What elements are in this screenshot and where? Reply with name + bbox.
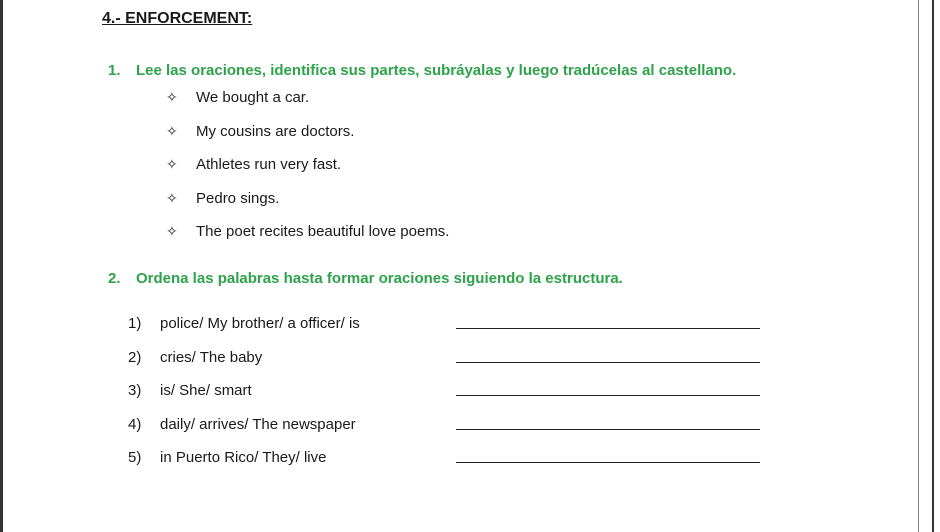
word-order-list [128, 307, 768, 475]
item-number: 1) [128, 315, 142, 333]
answer-line[interactable] [456, 462, 760, 463]
sentence-text: We bought a car. [196, 89, 310, 107]
scrambled-words: cries/ The baby [160, 348, 263, 366]
list-item [166, 81, 449, 115]
four-pointed-star-icon: ✧ [166, 89, 178, 106]
answer-line[interactable] [456, 362, 760, 363]
list-item [128, 374, 768, 408]
list-item [166, 148, 449, 182]
sentence-list [166, 81, 449, 249]
scrambled-words: is/ She/ smart [160, 382, 252, 400]
section-2-number: 2. [108, 270, 121, 287]
four-pointed-star-icon: ✧ [166, 189, 178, 206]
sentence-text: Athletes run very fast. [196, 156, 342, 174]
list-item [128, 408, 768, 442]
scrambled-words: daily/ arrives/ The newspaper [160, 415, 356, 433]
page-border-right-outer [932, 0, 934, 532]
four-pointed-star-icon: ✧ [166, 122, 178, 139]
item-number: 4) [128, 415, 142, 433]
answer-line[interactable] [456, 429, 760, 430]
list-item [166, 115, 449, 149]
section-2-title-text: Ordena las palabras hasta formar oraciones siguiendo la estructura. [136, 270, 623, 287]
item-number: 3) [128, 382, 142, 400]
list-item [128, 441, 768, 475]
four-pointed-star-icon: ✧ [166, 223, 178, 240]
answer-line[interactable] [456, 328, 760, 329]
answer-line[interactable] [456, 395, 760, 396]
list-item [166, 182, 449, 216]
section-2-title [108, 270, 623, 287]
scrambled-words: in Puerto Rico/ They/ live [160, 449, 327, 467]
sentence-text: My cousins are doctors. [196, 122, 355, 140]
page-heading: 4.- ENFORCEMENT: [102, 10, 253, 27]
scrambled-words: police/ My brother/ a officer/ is [160, 315, 360, 333]
sentence-text: Pedro sings. [196, 189, 280, 207]
section-1-title [108, 62, 736, 79]
list-item [128, 341, 768, 375]
sentence-text: The poet recites beautiful love poems. [196, 223, 450, 241]
list-item [128, 307, 768, 341]
four-pointed-star-icon: ✧ [166, 156, 178, 173]
page-border-right-inner [918, 0, 919, 532]
section-1-number: 1. [108, 62, 121, 79]
page-border-left [0, 0, 3, 532]
item-number: 2) [128, 348, 142, 366]
section-1-title-text: Lee las oraciones, identifica sus partes, subráyalas y luego tradúcelas al castellano. [136, 62, 737, 79]
list-item [166, 215, 449, 249]
item-number: 5) [128, 449, 142, 467]
